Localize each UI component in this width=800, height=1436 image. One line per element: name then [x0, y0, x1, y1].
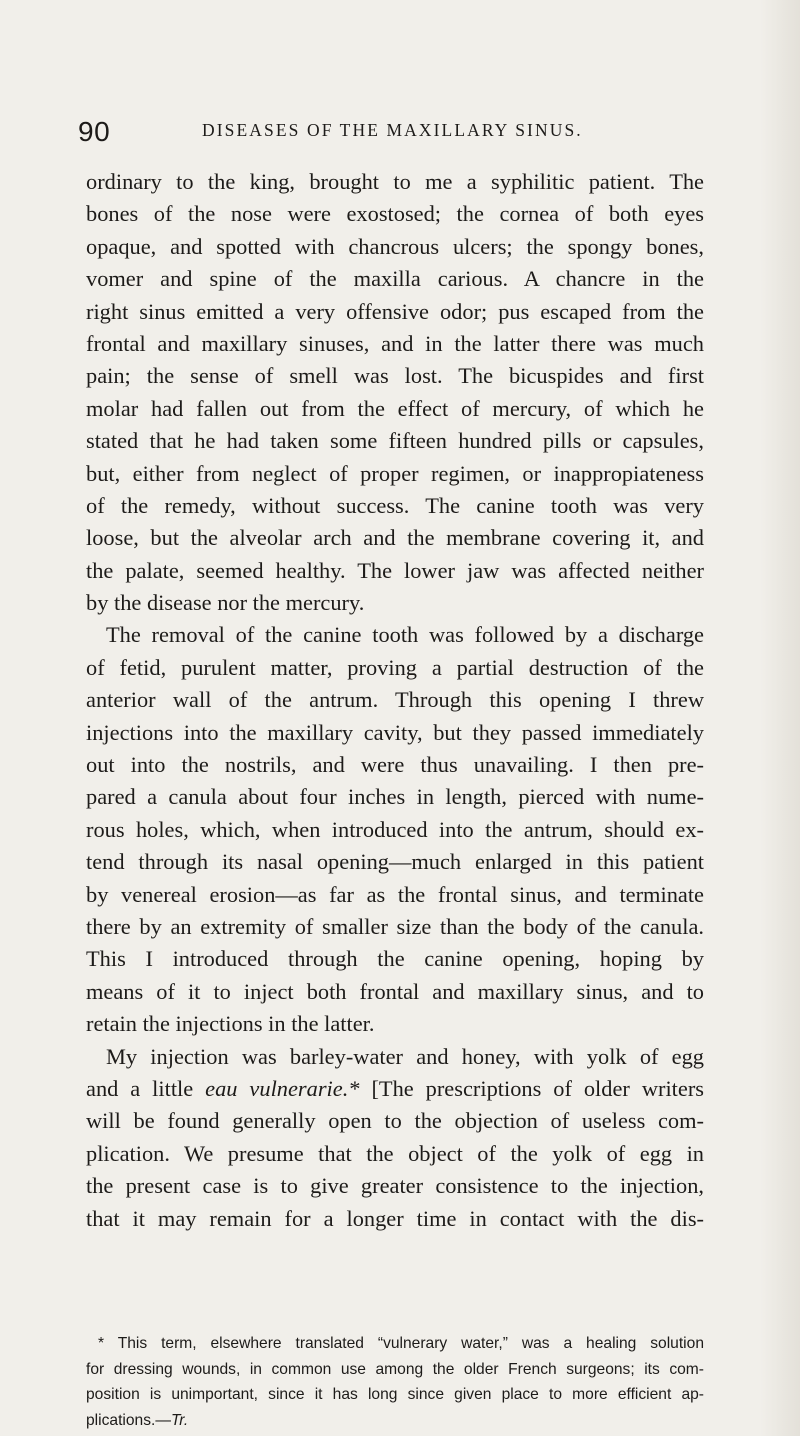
text-line-with-italic	[86, 1073, 704, 1105]
running-head: DISEASES OF THE MAXILLARY SINUS.	[202, 120, 583, 140]
translator-mark: Tr.	[170, 1411, 189, 1429]
footnote	[86, 1331, 704, 1433]
text-line: right sinus emitted a very offensive odor; pus escaped from the	[86, 298, 704, 324]
paragraph-start-line: My injection was barley-water and honey, with yolk of egg	[106, 1043, 704, 1069]
text-line: by venereal erosion—as far as the frontal sinus, and terminate	[86, 881, 704, 907]
text-line: means of it to inject both frontal and maxillary sinus, and to	[86, 978, 704, 1004]
text-line: opaque, and spotted with chancrous ulcers; the spongy bones,	[86, 233, 704, 259]
text-line: pared a canula about four inches in length, pierced with nume-	[86, 784, 704, 810]
text-segment: [The prescriptions of older writers	[359, 1075, 704, 1101]
text-line: but, either from neglect of proper regimen, or inappropiateness	[86, 460, 704, 486]
text-line: frontal and maxillary sinuses, and in the latter there was much	[86, 330, 704, 356]
paragraph-start-line: The removal of the canine tooth was followed by a discharge	[106, 622, 704, 648]
text-line: will be found generally open to the objection of useless com-	[86, 1108, 704, 1134]
text-line: This I introduced through the canine opening, hoping by	[86, 946, 704, 972]
footnote-text: plications.—	[86, 1411, 171, 1429]
text-line: pain; the sense of smell was lost. The bicuspides and first	[86, 363, 704, 389]
page-edge-shadow	[760, 0, 800, 1436]
text-line: ordinary to the king, brought to me a syphilitic patient. The	[86, 169, 704, 194]
text-line: loose, but the alveolar arch and the membrane covering it, and	[86, 525, 704, 551]
footnote-line: for dressing wounds, in common use among the older French surgeons; its com-	[86, 1360, 704, 1378]
page-header	[78, 112, 718, 152]
italic-term: eau vulnerarie.*	[205, 1075, 360, 1101]
text-line: plication. We presume that the object of the yolk of egg in	[86, 1140, 704, 1166]
text-line: of fetid, purulent matter, proving a partial destruction of the	[86, 654, 704, 680]
text-line: tend through its nasal opening—much enlarged in this patient	[86, 849, 704, 875]
footnote-line: position is unimportant, since it has long since given place to more efficient ap-	[86, 1386, 704, 1404]
footnote-line: * This term, elsewhere translated “vulnerary water,” was a healing solution	[98, 1335, 704, 1352]
text-line: rous holes, which, when introduced into the antrum, should ex-	[86, 816, 704, 842]
text-line: that it may remain for a longer time in contact with the dis-	[86, 1205, 704, 1231]
body-text	[86, 166, 704, 1235]
text-line: molar had fallen out from the effect of mercury, of which he	[86, 395, 704, 421]
page-number: 90	[78, 116, 111, 147]
text-line: by the disease nor the mercury.	[86, 590, 365, 616]
text-line: there by an extremity of smaller size than the body of the canula.	[86, 913, 704, 939]
text-line: the palate, seemed healthy. The lower jaw was affected neither	[86, 557, 704, 583]
footnote-line	[86, 1408, 704, 1434]
text-line: the present case is to give greater consistence to the injection,	[86, 1173, 704, 1199]
text-line: anterior wall of the antrum. Through this opening I threw	[86, 687, 704, 713]
text-line: injections into the maxillary cavity, but they passed immediately	[86, 719, 704, 745]
text-line: bones of the nose were exostosed; the cornea of both eyes	[86, 201, 704, 227]
text-line: retain the injections in the latter.	[86, 1011, 375, 1037]
text-line: out into the nostrils, and were thus unavailing. I then pre-	[86, 752, 704, 778]
text-segment: and a little	[86, 1075, 206, 1101]
text-line: vomer and spine of the maxilla carious. A chancre in the	[86, 266, 704, 292]
text-line: of the remedy, without success. The canine tooth was very	[86, 492, 704, 518]
text-line: stated that he had taken some fifteen hundred pills or capsules,	[86, 428, 704, 454]
